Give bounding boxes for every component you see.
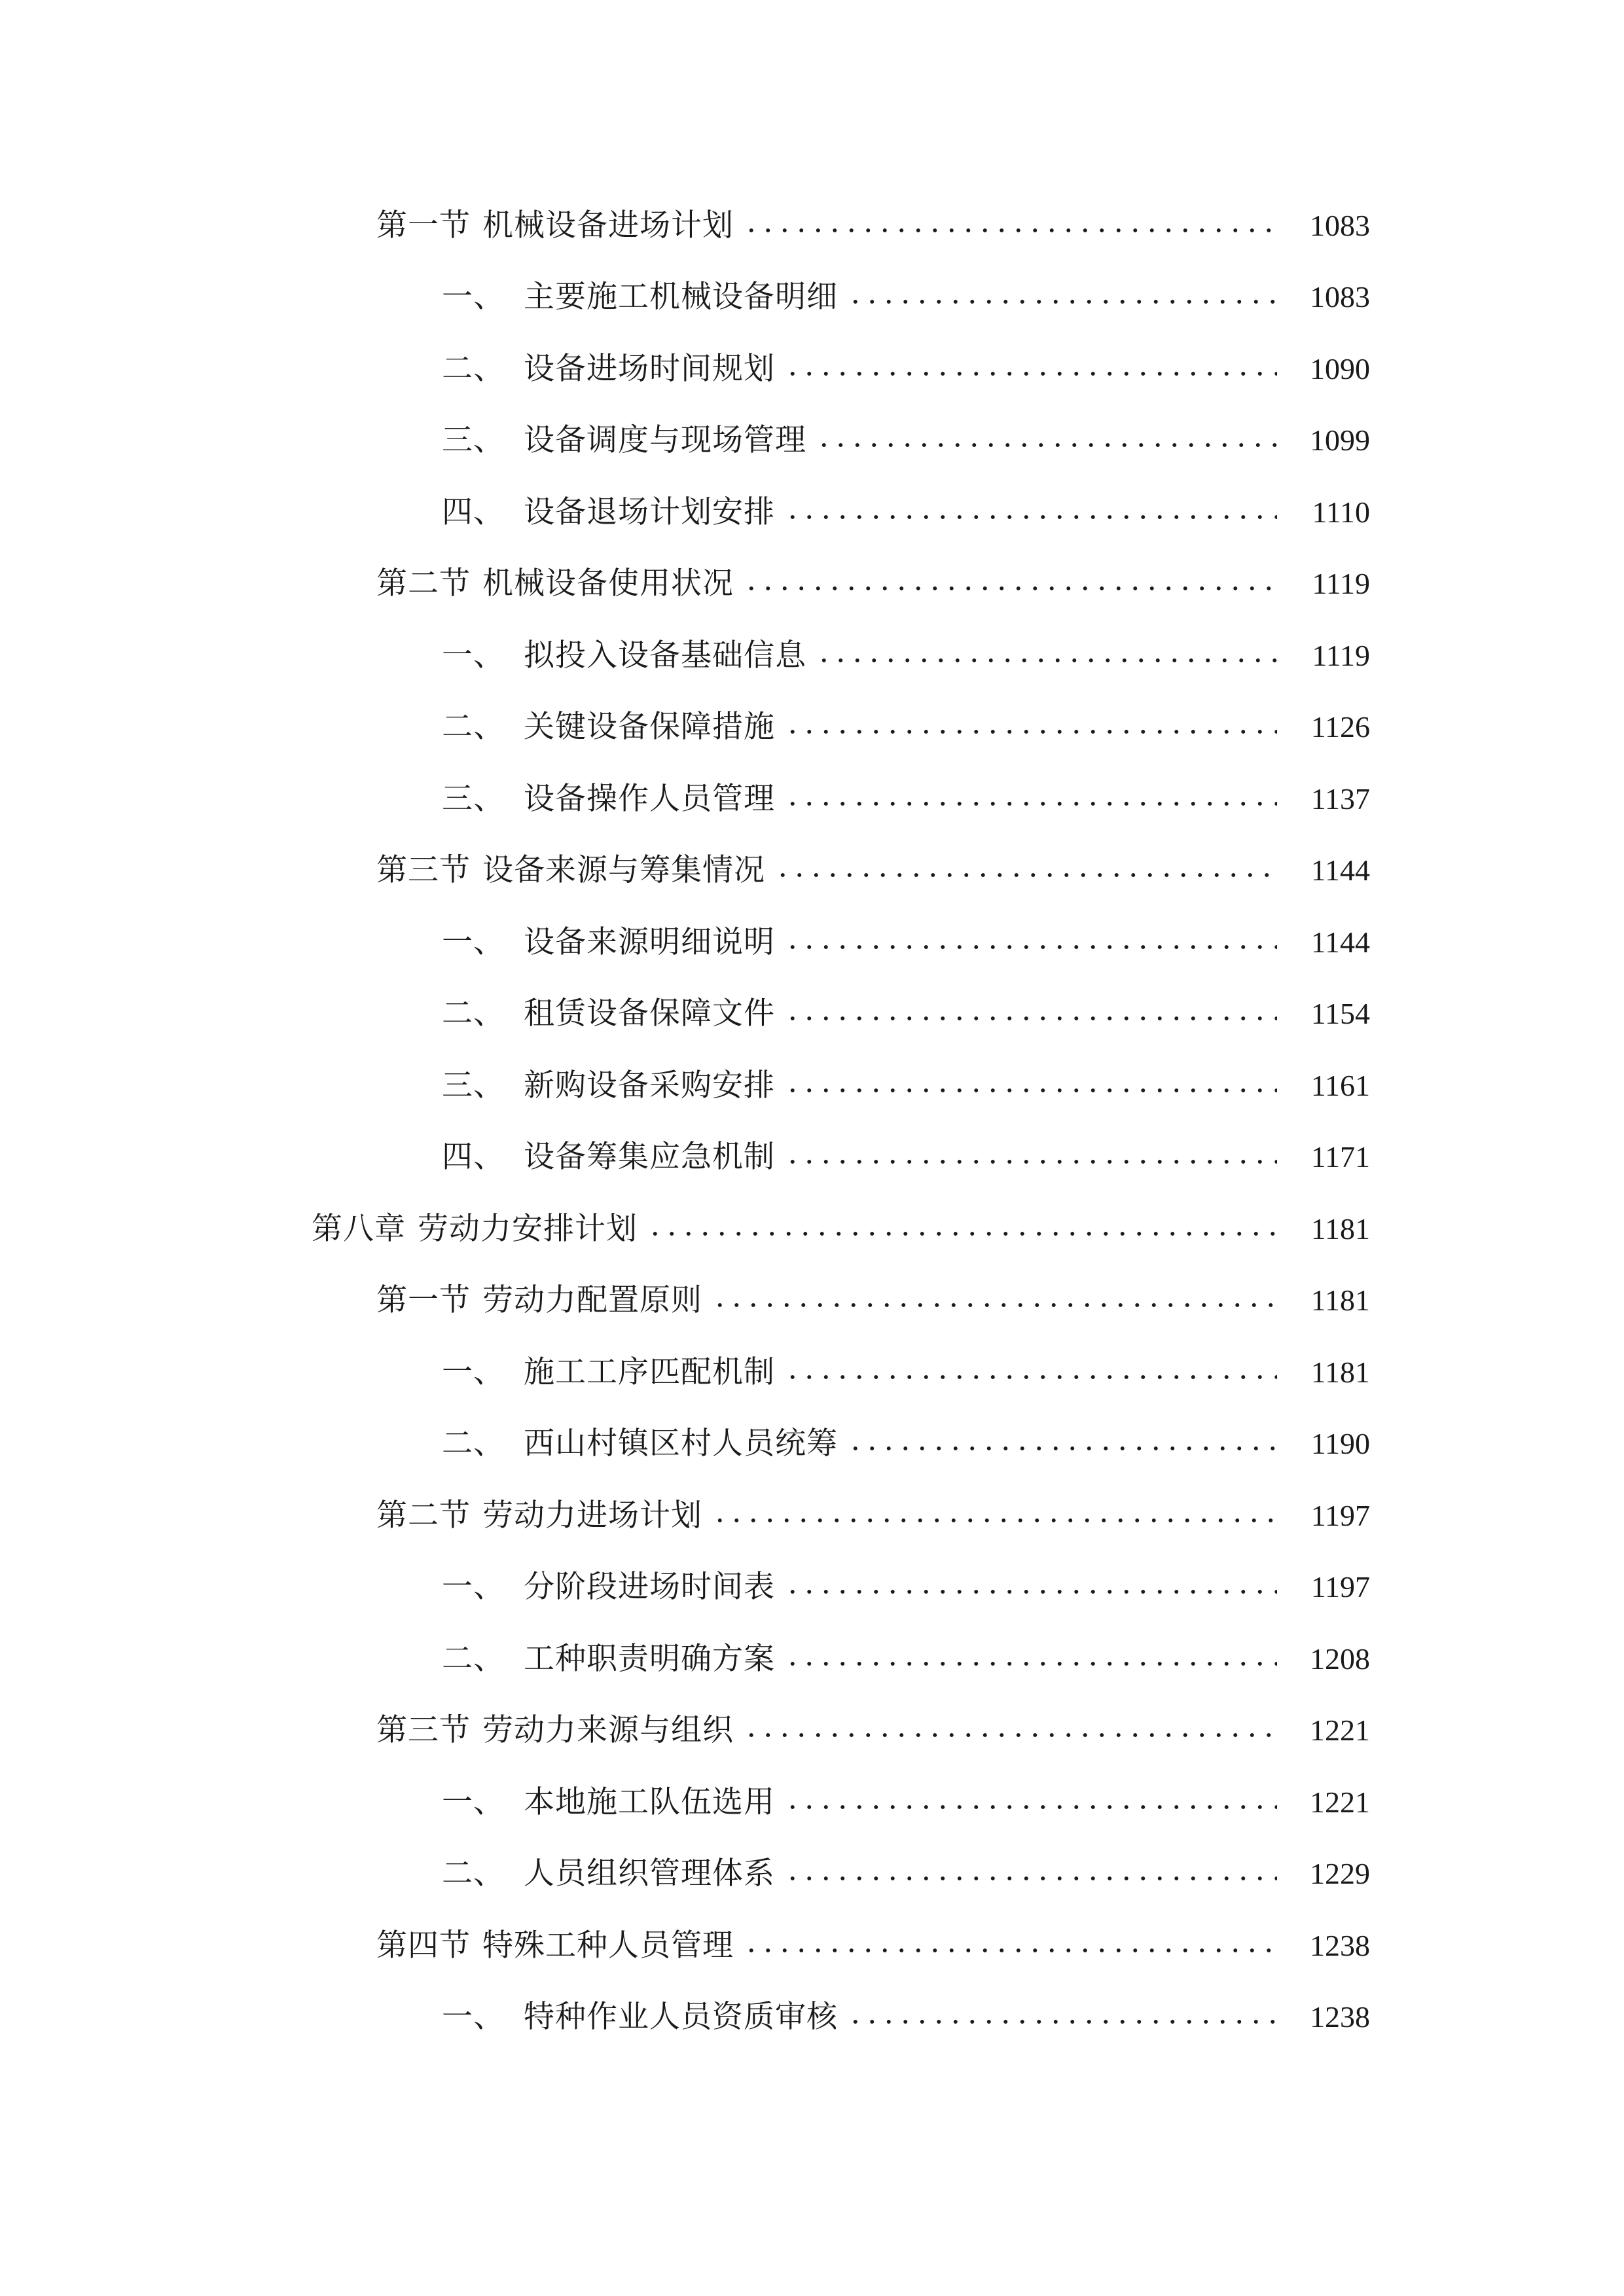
toc-entry-label — [376, 564, 734, 603]
toc-entry-page-number: 1144 — [1310, 925, 1370, 959]
toc-entry-title: 劳动力配置原则 — [482, 1282, 702, 1319]
dot-leader — [784, 945, 1277, 949]
toc-entry-prefix: 第八章 — [312, 1210, 406, 1247]
dot-leader — [784, 1375, 1277, 1379]
toc-entry-prefix: 三、 — [442, 780, 505, 817]
toc-section-entry[interactable] — [0, 1695, 1624, 1767]
toc-entry-prefix: 一、 — [442, 1999, 505, 2036]
toc-subsection-entry[interactable] — [0, 692, 1624, 764]
dot-leader — [743, 1733, 1277, 1737]
toc-entry-page-number: 1181 — [1310, 1355, 1370, 1389]
toc-entry-page-number: 1238 — [1310, 1928, 1370, 1962]
toc-subsection-entry[interactable] — [0, 620, 1624, 692]
toc-entry-title: 主要施工机械设备明细 — [524, 279, 838, 315]
toc-entry-prefix: 第一节 — [376, 1282, 471, 1319]
toc-entry-prefix: 二、 — [442, 1856, 505, 1892]
toc-entry-prefix: 第三节 — [376, 1712, 471, 1749]
toc-subsection-entry[interactable] — [0, 262, 1624, 334]
toc-entry-prefix: 第一节 — [376, 207, 471, 243]
dot-leader — [743, 228, 1277, 232]
dot-leader — [816, 658, 1277, 662]
toc-entry-label — [442, 278, 838, 317]
toc-entry-title: 施工工序匹配机制 — [524, 1354, 775, 1390]
dot-leader — [774, 873, 1277, 877]
toc-entry-title: 设备进场时间规划 — [524, 350, 775, 387]
toc-entry-page-number: 1090 — [1310, 351, 1370, 386]
toc-entry-page-number: 1126 — [1310, 710, 1370, 744]
toc-subsection-entry[interactable] — [0, 1623, 1624, 1695]
toc-entry-prefix: 一、 — [442, 1354, 505, 1390]
toc-entry-page-number: 1154 — [1310, 997, 1370, 1031]
dot-leader — [784, 1662, 1277, 1666]
toc-entry-title: 设备筹集应急机制 — [524, 1139, 775, 1175]
toc-entry-page-number: 1221 — [1310, 1713, 1370, 1748]
dot-leader — [712, 1303, 1277, 1307]
toc-entry-prefix: 二、 — [442, 709, 505, 745]
toc-entry-label — [442, 1353, 775, 1392]
toc-entry-page-number: 1161 — [1310, 1068, 1370, 1102]
dot-leader — [784, 515, 1277, 519]
toc-entry-title: 劳动力安排计划 — [418, 1210, 638, 1247]
toc-entry-page-number: 1208 — [1310, 1641, 1370, 1676]
toc-entry-label — [376, 206, 734, 245]
toc-subsection-entry[interactable] — [0, 1408, 1624, 1480]
toc-entry-title: 特殊工种人员管理 — [482, 1927, 734, 1964]
toc-entry-prefix: 二、 — [442, 1640, 505, 1677]
toc-entry-prefix: 四、 — [442, 493, 505, 530]
toc-entry-prefix: 第二节 — [376, 565, 471, 602]
toc-entry-label — [442, 994, 775, 1033]
toc-entry-page-number: 1190 — [1310, 1427, 1370, 1461]
dot-leader — [784, 372, 1277, 376]
toc-entry-prefix: 一、 — [442, 279, 505, 315]
toc-entry-label — [442, 1568, 775, 1607]
toc-entry-prefix: 二、 — [442, 996, 505, 1032]
toc-entry-page-number: 1238 — [1310, 2000, 1370, 2034]
toc-entry-title: 机械设备使用状况 — [482, 565, 734, 602]
toc-entry-label — [442, 1640, 775, 1679]
toc-entry-title: 设备来源明细说明 — [524, 924, 775, 960]
toc-entry-page-number: 1083 — [1310, 280, 1370, 314]
dot-leader — [743, 1948, 1277, 1952]
dot-leader — [712, 1518, 1277, 1522]
dot-leader — [784, 1590, 1277, 1594]
toc-entry-label — [442, 493, 775, 532]
toc-entry-title: 机械设备进场计划 — [482, 207, 734, 243]
toc-entry-label — [442, 1783, 775, 1822]
toc-entry-title: 拟投入设备基础信息 — [524, 637, 806, 673]
toc-entry-label — [442, 708, 775, 747]
dot-leader — [847, 1446, 1277, 1450]
toc-entry-page-number: 1144 — [1310, 853, 1370, 888]
toc-entry-label — [376, 851, 765, 890]
toc-entry-title: 设备来源与筹集情况 — [482, 852, 765, 889]
toc-entry-page-number: 1099 — [1310, 423, 1370, 457]
toc-entry-prefix: 第二节 — [376, 1497, 471, 1534]
toc-chapter-entry[interactable] — [0, 1193, 1624, 1265]
toc-entry-label — [442, 1138, 775, 1177]
toc-entry-label — [376, 1926, 734, 1965]
toc-entry-title: 设备操作人员管理 — [524, 780, 775, 817]
dot-leader — [784, 1876, 1277, 1880]
toc-entry-label — [442, 1998, 838, 2037]
toc-entry-prefix: 二、 — [442, 350, 505, 387]
dot-leader — [743, 586, 1277, 590]
toc-section-entry[interactable] — [0, 1480, 1624, 1552]
toc-entry-title: 关键设备保障措施 — [524, 709, 775, 745]
toc-entry-title: 本地施工队伍选用 — [524, 1784, 775, 1820]
toc-entry-prefix: 第三节 — [376, 852, 471, 889]
dot-leader — [784, 1088, 1277, 1092]
toc-subsection-entry[interactable] — [0, 1552, 1624, 1624]
dot-leader — [784, 1016, 1277, 1020]
toc-subsection-entry[interactable] — [0, 1122, 1624, 1194]
toc-entry-title: 西山村镇区村人员统筹 — [524, 1426, 838, 1462]
table-of-contents — [0, 190, 1624, 2053]
dot-leader — [784, 1805, 1277, 1809]
toc-entry-page-number: 1119 — [1312, 567, 1370, 601]
dot-leader — [784, 802, 1277, 806]
toc-entry-label — [442, 780, 775, 819]
toc-subsection-entry[interactable] — [0, 1767, 1624, 1839]
toc-subsection-entry[interactable] — [0, 763, 1624, 835]
toc-entry-title: 劳动力来源与组织 — [482, 1712, 734, 1749]
toc-entry-label — [442, 1424, 838, 1463]
dot-leader — [784, 1160, 1277, 1164]
dot-leader — [847, 2020, 1277, 2024]
toc-entry-label — [376, 1281, 702, 1320]
toc-entry-title: 租赁设备保障文件 — [524, 996, 775, 1032]
toc-entry-label — [442, 350, 775, 389]
toc-entry-label — [312, 1210, 638, 1249]
toc-entry-prefix: 一、 — [442, 1569, 505, 1605]
toc-subsection-entry[interactable] — [0, 476, 1624, 548]
toc-entry-page-number: 1229 — [1310, 1857, 1370, 1891]
toc-entry-label — [442, 636, 806, 675]
toc-section-entry[interactable] — [0, 1910, 1624, 1982]
toc-entry-page-number: 1083 — [1310, 208, 1370, 242]
toc-subsection-entry[interactable] — [0, 405, 1624, 477]
toc-entry-prefix: 四、 — [442, 1139, 505, 1175]
toc-entry-page-number: 1221 — [1310, 1785, 1370, 1819]
toc-entry-page-number: 1197 — [1310, 1570, 1370, 1604]
toc-section-entry[interactable] — [0, 548, 1624, 620]
toc-entry-title: 劳动力进场计划 — [482, 1497, 702, 1534]
toc-section-entry[interactable] — [0, 835, 1624, 907]
toc-entry-title: 特种作业人员资质审核 — [524, 1999, 838, 2036]
toc-entry-title: 工种职责明确方案 — [524, 1640, 775, 1677]
toc-entry-page-number: 1181 — [1310, 1283, 1370, 1318]
toc-entry-prefix: 一、 — [442, 637, 505, 673]
toc-entry-page-number: 1197 — [1310, 1498, 1370, 1532]
toc-entry-page-number: 1181 — [1310, 1211, 1370, 1246]
toc-entry-label — [442, 421, 806, 460]
toc-subsection-entry[interactable] — [0, 1050, 1624, 1122]
toc-entry-prefix: 第四节 — [376, 1927, 471, 1964]
toc-entry-label — [442, 923, 775, 962]
toc-entry-label — [442, 1066, 775, 1105]
toc-entry-title: 设备调度与现场管理 — [524, 422, 806, 459]
toc-entry-page-number: 1171 — [1310, 1140, 1370, 1174]
toc-section-entry[interactable] — [0, 1265, 1624, 1337]
toc-entry-page-number: 1119 — [1312, 638, 1370, 672]
toc-section-entry[interactable] — [0, 190, 1624, 262]
toc-entry-prefix: 二、 — [442, 1426, 505, 1462]
toc-entry-prefix: 三、 — [442, 1067, 505, 1103]
toc-entry-title: 设备退场计划安排 — [524, 493, 775, 530]
toc-subsection-entry[interactable] — [0, 1982, 1624, 2054]
toc-entry-page-number: 1110 — [1312, 495, 1370, 529]
toc-entry-title: 新购设备采购安排 — [524, 1067, 775, 1103]
dot-leader — [847, 300, 1277, 304]
toc-entry-label — [376, 1496, 702, 1535]
toc-entry-prefix: 一、 — [442, 1784, 505, 1820]
dot-leader — [816, 443, 1277, 447]
toc-subsection-entry[interactable] — [0, 1336, 1624, 1408]
toc-entry-label — [442, 1854, 775, 1893]
toc-entry-label — [376, 1711, 734, 1750]
toc-entry-prefix: 三、 — [442, 422, 505, 459]
toc-entry-title: 分阶段进场时间表 — [524, 1569, 775, 1605]
toc-subsection-entry[interactable] — [0, 906, 1624, 978]
dot-leader — [647, 1232, 1277, 1236]
toc-entry-page-number: 1137 — [1310, 781, 1370, 816]
toc-subsection-entry[interactable] — [0, 978, 1624, 1050]
toc-entry-prefix: 一、 — [442, 924, 505, 960]
toc-subsection-entry[interactable] — [0, 1839, 1624, 1910]
toc-subsection-entry[interactable] — [0, 333, 1624, 405]
dot-leader — [784, 730, 1277, 734]
toc-entry-title: 人员组织管理体系 — [524, 1856, 775, 1892]
